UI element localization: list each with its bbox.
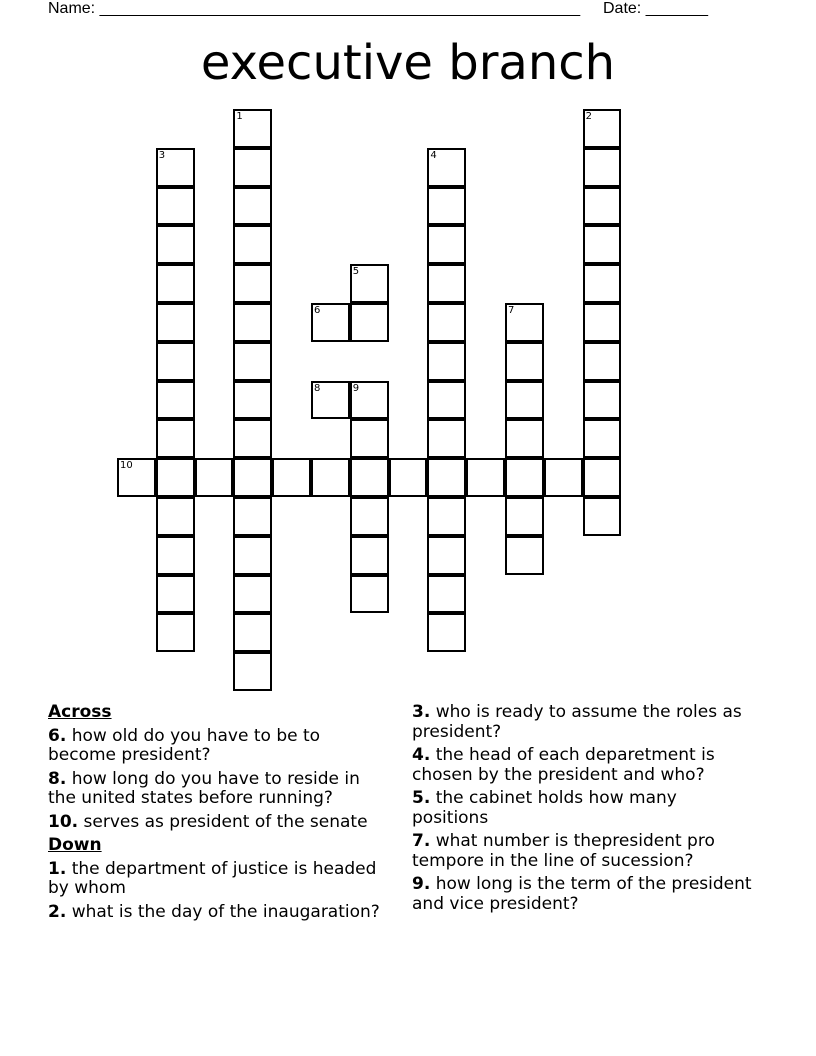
grid-cell[interactable] [350,303,389,342]
date-label: Date: [603,0,642,17]
clue-number: 9 [352,382,360,394]
clue-down-7: 7. what number is thepresident pro tempore in the line of sucession? [412,831,715,871]
grid-cell[interactable] [427,225,466,264]
puzzle-title: executive branch [200,35,616,91]
clues-left-column [48,703,388,926]
clue-number: 5 [352,266,360,278]
grid-cell[interactable] [427,148,466,187]
clue-down-3: 3. who is ready to assume the roles as president? [412,702,742,742]
clue-across-6: 6. how old do you have to be to become president? [48,725,321,765]
grid-cell[interactable] [427,536,466,575]
grid-cell[interactable] [427,187,466,226]
grid-cell[interactable] [233,613,272,652]
date-line[interactable]: _______ [645,0,708,17]
grid-cell[interactable] [583,381,622,420]
grid-cell[interactable] [233,536,272,575]
grid-cell[interactable] [583,225,622,264]
clue-number: 2 [585,111,592,122]
clue-number: 7 [508,305,515,316]
grid-cell[interactable] [311,381,350,420]
grid-cell[interactable] [156,303,195,342]
grid-cell[interactable] [427,264,466,303]
grid-cell[interactable] [311,303,350,342]
clue-number: 4 [430,149,437,161]
grid-cell[interactable] [583,264,622,303]
grid-cell[interactable] [427,575,466,614]
grid-cell[interactable] [583,342,622,381]
grid-cell[interactable] [505,381,544,420]
grid-cell[interactable] [156,536,195,575]
grid-cell[interactable] [505,419,544,458]
clue-down-1: 1. the department of justice is headed by whom [48,858,377,898]
clue-down-4: 4. the head of each deparetment is chosen by the president and who? [412,745,715,785]
clue-number: 10 [120,460,133,472]
grid-cell[interactable] [156,225,195,264]
clue-number: 8 [314,382,321,394]
clue-down-5: 5. the cabinet holds how many positions [412,788,677,828]
grid-cell[interactable] [156,342,195,381]
clue-across-8: 8. how long do you have to reside in the united states before running? [48,768,360,808]
grid-cell[interactable] [505,303,544,342]
grid-cell[interactable] [583,109,622,148]
clue-down-9: 9. how long is the term of the president and vice president? [412,874,752,914]
grid-cell[interactable] [156,264,195,303]
grid-cell[interactable] [427,419,466,458]
grid-cell[interactable] [427,458,466,497]
grid-cell[interactable] [233,497,272,536]
grid-cell[interactable] [505,342,544,381]
down-heading: Down [48,835,102,855]
grid-cell[interactable] [156,458,195,497]
grid-cell[interactable] [156,381,195,420]
across-heading: Across [48,702,112,722]
grid-cell[interactable] [156,497,195,536]
clues-right-column [412,703,752,918]
grid-cell[interactable] [350,575,389,614]
grid-cell[interactable] [427,613,466,652]
grid-cell[interactable] [233,458,272,497]
grid-cell[interactable] [233,419,272,458]
grid-cell[interactable] [466,458,505,497]
grid-cell[interactable] [233,264,272,303]
grid-cell[interactable] [350,419,389,458]
grid-cell[interactable] [233,652,272,691]
grid-cell[interactable] [233,342,272,381]
grid-cell[interactable] [233,187,272,226]
grid-cell[interactable] [583,497,622,536]
clue-number: 1 [236,111,243,122]
clue-number: 6 [314,305,321,316]
grid-cell[interactable] [350,497,389,536]
grid-cell[interactable] [544,458,583,497]
grid-cell[interactable] [583,303,622,342]
grid-cell[interactable] [505,536,544,575]
grid-cell[interactable] [427,303,466,342]
grid-cell[interactable] [195,458,234,497]
grid-cell[interactable] [233,109,272,148]
grid-cell[interactable] [233,303,272,342]
grid-cell[interactable] [233,148,272,187]
clue-across-10: 10. serves as president of the senate [48,811,368,832]
grid-cell[interactable] [272,458,311,497]
grid-cell[interactable] [427,381,466,420]
grid-cell[interactable] [427,497,466,536]
grid-cell[interactable] [350,536,389,575]
name-line[interactable]: ______________________________________________________ [99,0,581,17]
grid-cell[interactable] [350,264,389,303]
grid-cell[interactable] [156,419,195,458]
clue-number: 3 [158,149,166,161]
grid-cell[interactable] [156,575,195,614]
grid-cell[interactable] [156,613,195,652]
grid-cell[interactable] [583,458,622,497]
grid-cell[interactable] [505,497,544,536]
grid-cell[interactable] [233,225,272,264]
clue-down-2: 2. what is the day of the inaugaration? [48,901,380,922]
grid-cell[interactable] [350,458,389,497]
grid-cell[interactable] [311,458,350,497]
grid-cell[interactable] [350,381,389,420]
name-label: Name: [48,0,96,17]
grid-cell[interactable] [389,458,428,497]
grid-cell[interactable] [427,342,466,381]
grid-cell[interactable] [583,187,622,226]
grid-cell[interactable] [233,381,272,420]
grid-cell[interactable] [117,458,156,497]
grid-cell[interactable] [583,148,622,187]
grid-cell[interactable] [505,458,544,497]
grid-cell[interactable] [156,148,195,187]
grid-cell[interactable] [156,187,195,226]
grid-cell[interactable] [233,575,272,614]
grid-cell[interactable] [583,419,622,458]
